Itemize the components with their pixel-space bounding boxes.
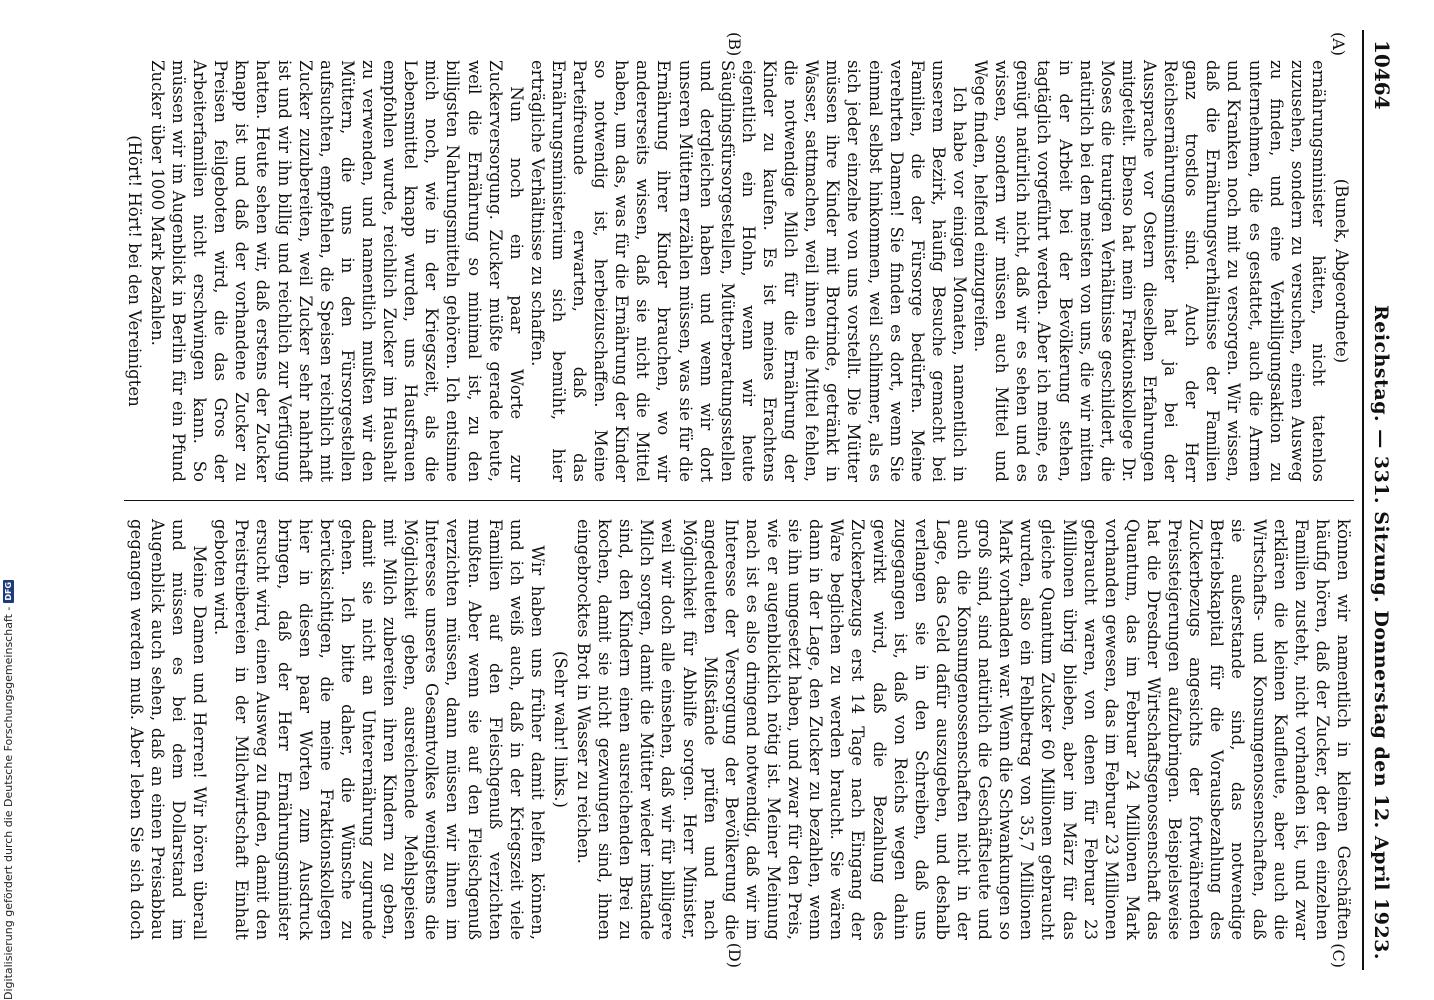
margin-marker-c: (C): [1329, 943, 1348, 968]
right-column: [124, 500, 1354, 970]
paragraph: Ich habe vor einigen Monaten, namentlich in unserem Bezirk, häufig Besuche gemacht bei Familien, die der Fürsorge bedürfen. Meine verehrten Damen! Sie finden es dort, wenn Sie einmal selbst hinkommen, weil schlimmer, als es sich jeder einzelne von uns vorstellt. Die Mütter müssen ihre Kinder mit Brotrinde, getränkt in Wasser, sattmachen, weil ihnen die Mittel fehlen, die notwendige Milch für die Ernährung der Kinder zu kaufen. Es ist meines Erachtens eigentlich ein Hohn, wenn wir heute Säuglingsfürsorgestellen, Mütterberatungsstellen und dergleichen haben und wenn wir dort unseren Müttern erzählen müssen, was sie für die Ernährung ihrer Kinder brauchen, wo wir andererseits wissen, daß sie nicht die Mittel haben, um das, was für die Ernährung der Kinder so notwendig ist, herbeizuschaffen. Meine Parteifreunde erwarten, daß das Ernährungsministerium sich bemüht, hier erträgliche Verhältnisse zu schaffen.: [527, 60, 970, 482]
page-number: 10464: [1370, 40, 1394, 110]
left-column: [124, 30, 1354, 500]
margin-marker-a: (A): [1329, 32, 1348, 57]
digitization-note: [2, 580, 15, 1000]
paragraph: Wir haben uns früher damit helfen können, und ich weiß auch, daß in der Kriegszeit viele Familien auf den Fleischgenuß verzichten mußten. Aber wenn sie auf den Fleischgenuß verzichten müssen, dann müssen wir ihnen im Interesse unseres Gesamtvolkes wenigstens die Möglichkeit geben, ausreichende Mehlspeisen mit Milch zubereiten ihren Kindern zu geben, damit sie nicht an Unterernährung zugrunde gehen. Ich bitte daher, die Wünsche zu berücksichtigen, die meine Fraktionskollegen hier in diesen paar Worten zum Ausdruck bringen, daß der Herr Ernährungsminister ersucht wird, einen Ausweg zu finden, damit den Preistreibereien in der Milchwirtschaft Einhalt geboten wird.: [211, 519, 547, 940]
paragraph: Meine Damen und Herren! Wir hören überall und müssen es bei dem Dollarstand im Augenblick auch sehen, daß an einen Preisabbau gegangen werden muß. Aber leben Sie sich doch: [126, 519, 210, 940]
margin-marker-b: (B): [725, 32, 744, 57]
page-header: [1362, 30, 1394, 970]
interjection: (Sehr wahr! links.): [550, 651, 570, 808]
paragraph: Nun noch ein paar Worte zur Zuckerversorgung. Zucker müßte gerade heute, weil die Ernährung so minimal ist, zu den billigsten Nahrungsmitteln gehören. Ich entsinne mich noch, wie in der Kriegszeit, als die Lebensmittel knapp wurden, uns Hausfrauen empfohlen wurde, reichlich Zucker im Haushalt zu verwenden, und namentlich mußten wir den Müttern, die uns in den Fürsorgestellen aufsuchten, empfehlen, die Speisen reichlich mit Zucker zuzubereiten, weil Zucker sehr nahrhaft ist und wir ihn billig und reichlich zur Verfügung hatten. Heute sehen wir, daß erstens der Zucker knapp ist und daß der vorhandene Zucker zu Preisen feilgeboten wird, die das Gros der Arbeiterfamilien nicht erschwingen kann. So müssen wir im Augenblick in Berlin für ein Pfund Zucker über 1000 Mark bezahlen.: [147, 60, 526, 482]
paragraph: ernährungsminister hätten, nicht tatenlos zuzusehen, sondern zu versuchen, einen Ausweg zu finden, und eine Verbilligungsaktion zu unternehmen, die es gestattet, auch die Armen und Kranken noch mit zu versorgen. Wir wissen, daß die Ernährungsverhältnisse der Familien ganz trostlos sind. Auch der Herr Reichsernährungsminister hat ja bei der Aussprache vor Ostern dieselben Erfahrungen mitgeteilt. Ebenso hat mein Fraktionskollege Dr. Moses die traurigen Verhältnisse geschildert, die natürlich bei den meisten von uns, die wir mitten in der Arbeit bei der Bevölkerung stehen, tagtäglich vorgeführt werden. Aber ich meine, es genügt natürlich nicht, daß wir es sehen und es wissen, sondern wir müssen auch Mittel und Wege finden, helfend einzugreifen.: [971, 60, 1328, 482]
paragraph: können wir namentlich in kleinen Geschäften häufig hören, daß der Zucker, der den einzelnen Familien zusteht, nicht vorhanden ist, und zwar erklären die kleinen Kaufleute, aber auch die Wirtschafts- und Konsumgenossenschaften, daß sie außerstande sind, das notwendige Betriebskapital für die Vorausbezahlung des Zuckerbezugs angesichts der fortwährenden Preissteigerungen aufzubringen. Beispielsweise hat die Dresdner Wirtschaftsgenossenschaft das Quantum, das im Februar 24 Millionen Mark vorhanden gewesen, das im Februar 23 Millionen gebraucht waren, von denen für Februar 23 Millionen übrig blieben, aber im März für das gleiche Quantum Zucker 60 Millionen gebraucht wurden, also ein Fehlbetrag von 35,7 Millionen Mark vorhanden war. Wenn die Schwankungen so groß sind, sind natürlich die Geschäftsleute und auch die Konsumgenossenschaften nicht in der Lage, das Geld dafür auszugeben, und deshalb verlangen sie in den Schreiben, daß uns zugegangen ist, daß von Reichs wegen dahin gewirkt wird, daß die Bezahlung des Zuckerbezugs erst 14 Tage nach Eingang der Ware beglichen zu werden braucht. Sie wären dann in der Lage, den Zucker zu bezahlen, wenn sie ihn umgesetzt haben, und zwar für den Preis, wie er augenblicklich nötig ist. Meiner Meinung nach ist es also dringend notwendig, daß wir im Interesse der Versorgung der Bevölkerung die angedeuteten Mißstände prüfen und nach Möglichkeit für Abhilfe sorgen. Herr Minister, weil wir doch alle einsehen, daß wir für billigere Milch sorgen, damit die Mütter wieder imstande sind, den Kindern einen ausreichenden Brei zu kochen, damit sie nicht gezwungen sind, ihnen eingebrocktes Brot in Wasser zu reichen.: [574, 519, 1353, 940]
interjection: (Hört! Hört! bei den Vereinigten: [124, 135, 144, 407]
speaker-label: (Bunek, Abgeordnete): [1332, 178, 1351, 364]
page-title: Reichstag. — 331. Sitzung. Donnerstag den 12. April 1923.: [1370, 304, 1392, 960]
digitization-text: Digitalisierung gefördert durch die Deutsche Forschungsgemeinschaft -: [2, 606, 15, 1000]
text-columns: [124, 30, 1354, 970]
margin-marker-d: (D): [725, 942, 744, 968]
dfg-logo-icon: DFG: [4, 581, 13, 601]
document-page: [54, 0, 1434, 1000]
